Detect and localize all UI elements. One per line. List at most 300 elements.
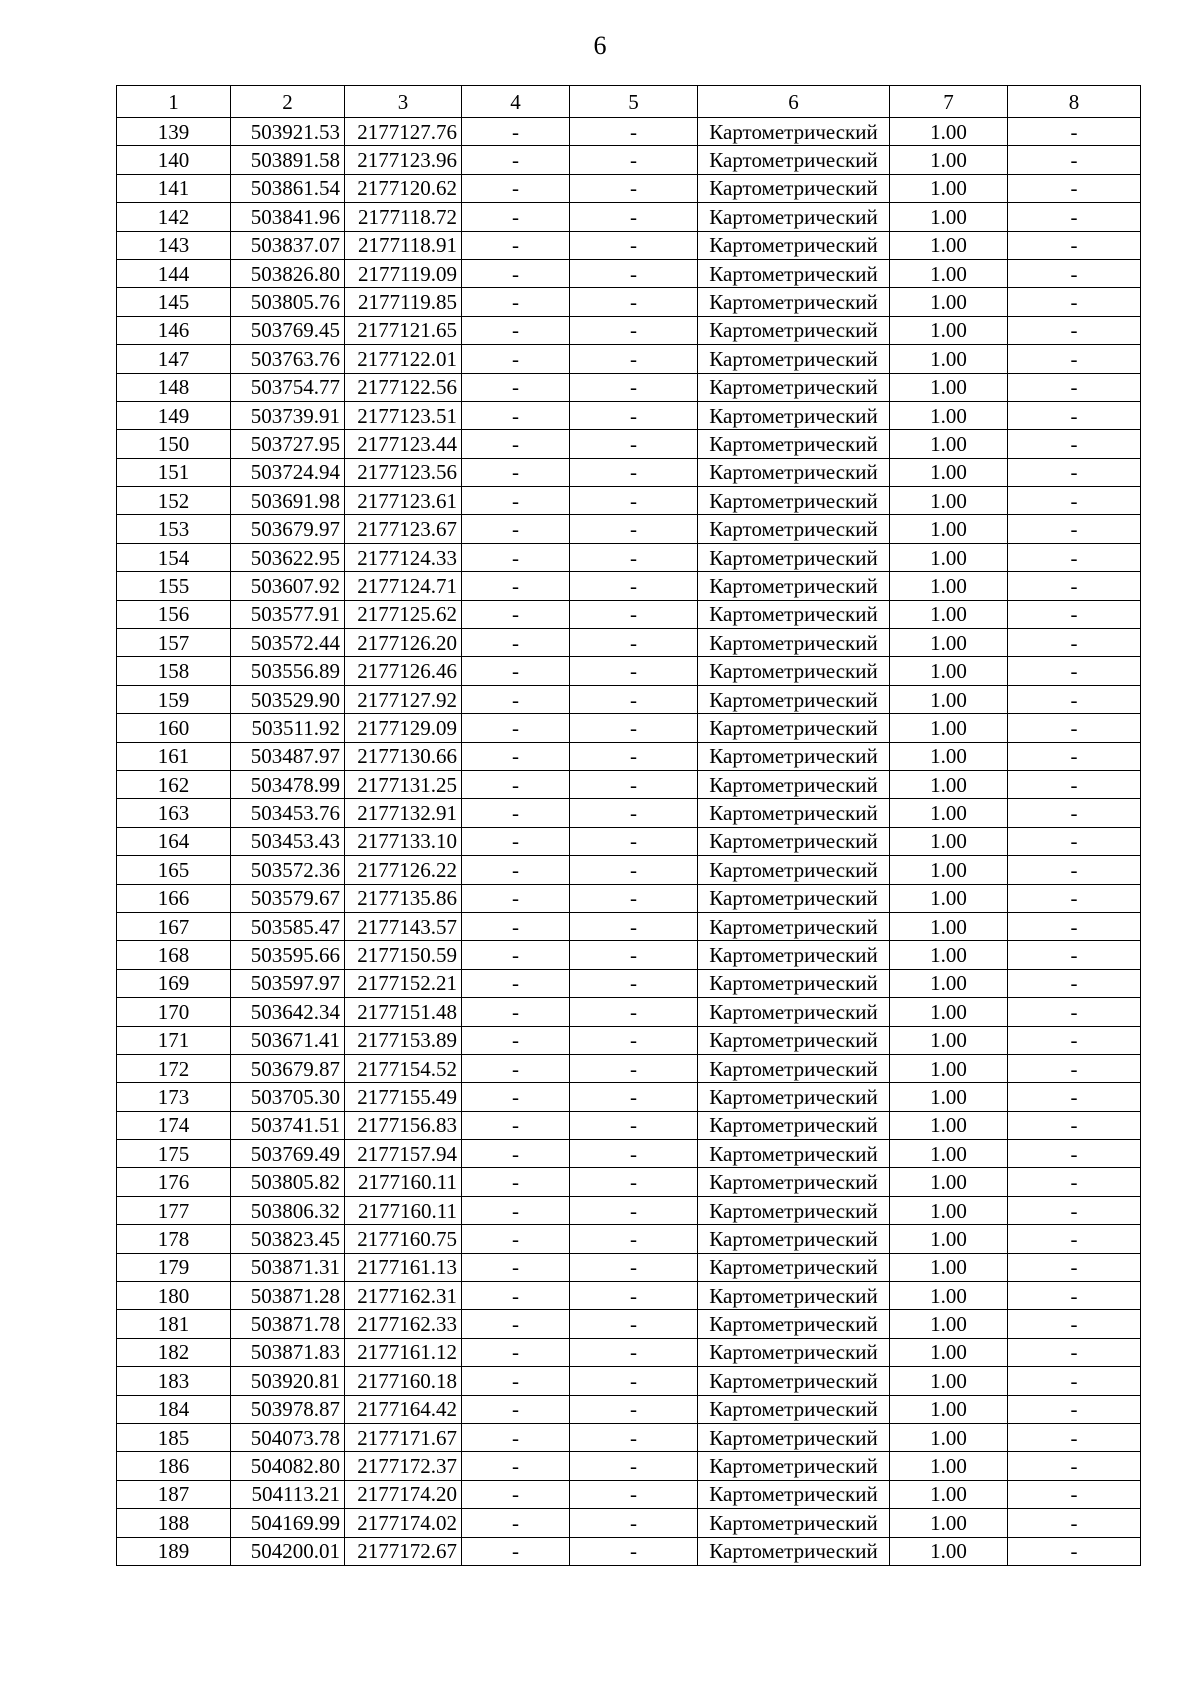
column-5-cell: - xyxy=(570,884,698,912)
accuracy-cell: 1.00 xyxy=(890,1509,1008,1537)
column-5-cell: - xyxy=(570,1395,698,1423)
point-number-cell: 187 xyxy=(117,1480,231,1508)
column-8-cell: - xyxy=(1008,1537,1141,1565)
method-cell: Картометрический xyxy=(698,373,890,401)
column-4-cell: - xyxy=(462,146,570,174)
table-row xyxy=(117,969,1141,997)
x-coordinate-cell: 503597.97 xyxy=(231,969,345,997)
y-coordinate-cell: 2177133.10 xyxy=(345,827,462,855)
point-number-cell: 174 xyxy=(117,1111,231,1139)
column-4-cell: - xyxy=(462,1225,570,1253)
point-number-cell: 169 xyxy=(117,969,231,997)
point-number-cell: 140 xyxy=(117,146,231,174)
point-number-cell: 182 xyxy=(117,1338,231,1366)
column-4-cell: - xyxy=(462,912,570,940)
column-4-cell: - xyxy=(462,827,570,855)
x-coordinate-cell: 503741.51 xyxy=(231,1111,345,1139)
column-5-cell: - xyxy=(570,146,698,174)
method-cell: Картометрический xyxy=(698,1168,890,1196)
y-coordinate-cell: 2177151.48 xyxy=(345,998,462,1026)
column-8-cell: - xyxy=(1008,912,1141,940)
y-coordinate-cell: 2177152.21 xyxy=(345,969,462,997)
accuracy-cell: 1.00 xyxy=(890,146,1008,174)
table-row xyxy=(117,458,1141,486)
header-cell: 6 xyxy=(698,86,890,118)
column-4-cell: - xyxy=(462,685,570,713)
column-8-cell: - xyxy=(1008,203,1141,231)
header-row xyxy=(117,86,1141,118)
x-coordinate-cell: 503871.31 xyxy=(231,1253,345,1281)
table-body xyxy=(117,118,1141,1566)
header-cell: 2 xyxy=(231,86,345,118)
column-5-cell: - xyxy=(570,401,698,429)
y-coordinate-cell: 2177143.57 xyxy=(345,912,462,940)
accuracy-cell: 1.00 xyxy=(890,1140,1008,1168)
column-5-cell: - xyxy=(570,316,698,344)
table-row xyxy=(117,1054,1141,1082)
column-8-cell: - xyxy=(1008,1196,1141,1224)
accuracy-cell: 1.00 xyxy=(890,827,1008,855)
column-4-cell: - xyxy=(462,657,570,685)
column-4-cell: - xyxy=(462,998,570,1026)
y-coordinate-cell: 2177123.61 xyxy=(345,487,462,515)
y-coordinate-cell: 2177160.11 xyxy=(345,1196,462,1224)
x-coordinate-cell: 503487.97 xyxy=(231,742,345,770)
accuracy-cell: 1.00 xyxy=(890,1310,1008,1338)
column-4-cell: - xyxy=(462,1480,570,1508)
method-cell: Картометрический xyxy=(698,345,890,373)
point-number-cell: 139 xyxy=(117,118,231,146)
column-8-cell: - xyxy=(1008,146,1141,174)
accuracy-cell: 1.00 xyxy=(890,543,1008,571)
accuracy-cell: 1.00 xyxy=(890,685,1008,713)
table-row xyxy=(117,1395,1141,1423)
x-coordinate-cell: 503572.36 xyxy=(231,856,345,884)
column-8-cell: - xyxy=(1008,572,1141,600)
y-coordinate-cell: 2177123.96 xyxy=(345,146,462,174)
point-number-cell: 185 xyxy=(117,1423,231,1451)
column-8-cell: - xyxy=(1008,1111,1141,1139)
table-row xyxy=(117,856,1141,884)
table-row xyxy=(117,1026,1141,1054)
column-5-cell: - xyxy=(570,259,698,287)
column-5-cell: - xyxy=(570,487,698,515)
column-5-cell: - xyxy=(570,827,698,855)
accuracy-cell: 1.00 xyxy=(890,259,1008,287)
header-cell: 3 xyxy=(345,86,462,118)
table-row xyxy=(117,1253,1141,1281)
column-8-cell: - xyxy=(1008,941,1141,969)
column-4-cell: - xyxy=(462,742,570,770)
x-coordinate-cell: 503739.91 xyxy=(231,401,345,429)
method-cell: Картометрический xyxy=(698,827,890,855)
y-coordinate-cell: 2177129.09 xyxy=(345,714,462,742)
column-4-cell: - xyxy=(462,1196,570,1224)
y-coordinate-cell: 2177135.86 xyxy=(345,884,462,912)
accuracy-cell: 1.00 xyxy=(890,600,1008,628)
table-row xyxy=(117,345,1141,373)
column-5-cell: - xyxy=(570,912,698,940)
accuracy-cell: 1.00 xyxy=(890,1282,1008,1310)
column-4-cell: - xyxy=(462,1111,570,1139)
y-coordinate-cell: 2177121.65 xyxy=(345,316,462,344)
method-cell: Картометрический xyxy=(698,1054,890,1082)
accuracy-cell: 1.00 xyxy=(890,401,1008,429)
x-coordinate-cell: 503841.96 xyxy=(231,203,345,231)
accuracy-cell: 1.00 xyxy=(890,1423,1008,1451)
table-row xyxy=(117,487,1141,515)
y-coordinate-cell: 2177164.42 xyxy=(345,1395,462,1423)
column-5-cell: - xyxy=(570,1253,698,1281)
method-cell: Картометрический xyxy=(698,1338,890,1366)
y-coordinate-cell: 2177124.33 xyxy=(345,543,462,571)
y-coordinate-cell: 2177119.85 xyxy=(345,288,462,316)
table-row xyxy=(117,799,1141,827)
point-number-cell: 163 xyxy=(117,799,231,827)
coordinates-table xyxy=(116,85,1141,1566)
y-coordinate-cell: 2177174.20 xyxy=(345,1480,462,1508)
column-4-cell: - xyxy=(462,1026,570,1054)
y-coordinate-cell: 2177157.94 xyxy=(345,1140,462,1168)
x-coordinate-cell: 503871.83 xyxy=(231,1338,345,1366)
column-8-cell: - xyxy=(1008,1168,1141,1196)
accuracy-cell: 1.00 xyxy=(890,714,1008,742)
x-coordinate-cell: 503805.76 xyxy=(231,288,345,316)
x-coordinate-cell: 503642.34 xyxy=(231,998,345,1026)
accuracy-cell: 1.00 xyxy=(890,799,1008,827)
column-5-cell: - xyxy=(570,345,698,373)
x-coordinate-cell: 503679.97 xyxy=(231,515,345,543)
column-8-cell: - xyxy=(1008,1480,1141,1508)
y-coordinate-cell: 2177155.49 xyxy=(345,1083,462,1111)
column-4-cell: - xyxy=(462,1253,570,1281)
method-cell: Картометрический xyxy=(698,1026,890,1054)
x-coordinate-cell: 503806.32 xyxy=(231,1196,345,1224)
table-row xyxy=(117,685,1141,713)
table-row xyxy=(117,1310,1141,1338)
column-5-cell: - xyxy=(570,1054,698,1082)
x-coordinate-cell: 503837.07 xyxy=(231,231,345,259)
y-coordinate-cell: 2177123.56 xyxy=(345,458,462,486)
column-8-cell: - xyxy=(1008,401,1141,429)
column-4-cell: - xyxy=(462,1423,570,1451)
x-coordinate-cell: 503705.30 xyxy=(231,1083,345,1111)
column-8-cell: - xyxy=(1008,1083,1141,1111)
y-coordinate-cell: 2177162.31 xyxy=(345,1282,462,1310)
accuracy-cell: 1.00 xyxy=(890,373,1008,401)
method-cell: Картометрический xyxy=(698,1282,890,1310)
x-coordinate-cell: 503529.90 xyxy=(231,685,345,713)
table-row xyxy=(117,259,1141,287)
table-row xyxy=(117,941,1141,969)
point-number-cell: 161 xyxy=(117,742,231,770)
x-coordinate-cell: 503891.58 xyxy=(231,146,345,174)
column-5-cell: - xyxy=(570,231,698,259)
point-number-cell: 168 xyxy=(117,941,231,969)
x-coordinate-cell: 503724.94 xyxy=(231,458,345,486)
accuracy-cell: 1.00 xyxy=(890,1168,1008,1196)
y-coordinate-cell: 2177119.09 xyxy=(345,259,462,287)
table-row xyxy=(117,146,1141,174)
x-coordinate-cell: 503453.43 xyxy=(231,827,345,855)
table-row xyxy=(117,118,1141,146)
column-8-cell: - xyxy=(1008,1338,1141,1366)
y-coordinate-cell: 2177154.52 xyxy=(345,1054,462,1082)
column-4-cell: - xyxy=(462,458,570,486)
point-number-cell: 150 xyxy=(117,430,231,458)
y-coordinate-cell: 2177162.33 xyxy=(345,1310,462,1338)
method-cell: Картометрический xyxy=(698,657,890,685)
y-coordinate-cell: 2177118.91 xyxy=(345,231,462,259)
y-coordinate-cell: 2177171.67 xyxy=(345,1423,462,1451)
column-8-cell: - xyxy=(1008,174,1141,202)
column-4-cell: - xyxy=(462,373,570,401)
method-cell: Картометрический xyxy=(698,799,890,827)
y-coordinate-cell: 2177123.67 xyxy=(345,515,462,543)
column-5-cell: - xyxy=(570,543,698,571)
x-coordinate-cell: 503871.78 xyxy=(231,1310,345,1338)
y-coordinate-cell: 2177160.75 xyxy=(345,1225,462,1253)
method-cell: Картометрический xyxy=(698,600,890,628)
column-8-cell: - xyxy=(1008,969,1141,997)
y-coordinate-cell: 2177123.44 xyxy=(345,430,462,458)
column-8-cell: - xyxy=(1008,231,1141,259)
column-8-cell: - xyxy=(1008,1282,1141,1310)
x-coordinate-cell: 503585.47 xyxy=(231,912,345,940)
point-number-cell: 166 xyxy=(117,884,231,912)
x-coordinate-cell: 503763.76 xyxy=(231,345,345,373)
header-cell: 4 xyxy=(462,86,570,118)
point-number-cell: 159 xyxy=(117,685,231,713)
column-8-cell: - xyxy=(1008,1395,1141,1423)
point-number-cell: 151 xyxy=(117,458,231,486)
method-cell: Картометрический xyxy=(698,1140,890,1168)
accuracy-cell: 1.00 xyxy=(890,345,1008,373)
point-number-cell: 179 xyxy=(117,1253,231,1281)
x-coordinate-cell: 503572.44 xyxy=(231,629,345,657)
column-4-cell: - xyxy=(462,316,570,344)
table-row xyxy=(117,373,1141,401)
table-header xyxy=(117,86,1141,118)
x-coordinate-cell: 503871.28 xyxy=(231,1282,345,1310)
column-5-cell: - xyxy=(570,969,698,997)
column-4-cell: - xyxy=(462,572,570,600)
table-row xyxy=(117,1367,1141,1395)
table-row xyxy=(117,203,1141,231)
column-4-cell: - xyxy=(462,770,570,798)
point-number-cell: 142 xyxy=(117,203,231,231)
column-8-cell: - xyxy=(1008,316,1141,344)
column-8-cell: - xyxy=(1008,884,1141,912)
x-coordinate-cell: 503805.82 xyxy=(231,1168,345,1196)
point-number-cell: 172 xyxy=(117,1054,231,1082)
method-cell: Картометрический xyxy=(698,458,890,486)
table-row xyxy=(117,742,1141,770)
accuracy-cell: 1.00 xyxy=(890,1452,1008,1480)
column-5-cell: - xyxy=(570,1140,698,1168)
table-row xyxy=(117,572,1141,600)
table-row xyxy=(117,1196,1141,1224)
column-8-cell: - xyxy=(1008,1310,1141,1338)
accuracy-cell: 1.00 xyxy=(890,1083,1008,1111)
method-cell: Картометрический xyxy=(698,742,890,770)
column-5-cell: - xyxy=(570,1026,698,1054)
accuracy-cell: 1.00 xyxy=(890,770,1008,798)
column-5-cell: - xyxy=(570,1452,698,1480)
y-coordinate-cell: 2177132.91 xyxy=(345,799,462,827)
column-4-cell: - xyxy=(462,515,570,543)
point-number-cell: 147 xyxy=(117,345,231,373)
column-8-cell: - xyxy=(1008,685,1141,713)
accuracy-cell: 1.00 xyxy=(890,1054,1008,1082)
x-coordinate-cell: 503556.89 xyxy=(231,657,345,685)
method-cell: Картометрический xyxy=(698,146,890,174)
column-5-cell: - xyxy=(570,856,698,884)
method-cell: Картометрический xyxy=(698,1111,890,1139)
header-cell: 1 xyxy=(117,86,231,118)
method-cell: Картометрический xyxy=(698,1253,890,1281)
y-coordinate-cell: 2177150.59 xyxy=(345,941,462,969)
point-number-cell: 176 xyxy=(117,1168,231,1196)
x-coordinate-cell: 503727.95 xyxy=(231,430,345,458)
method-cell: Картометрический xyxy=(698,231,890,259)
x-coordinate-cell: 504200.01 xyxy=(231,1537,345,1565)
point-number-cell: 158 xyxy=(117,657,231,685)
column-8-cell: - xyxy=(1008,1054,1141,1082)
column-5-cell: - xyxy=(570,629,698,657)
column-5-cell: - xyxy=(570,998,698,1026)
column-5-cell: - xyxy=(570,1537,698,1565)
column-5-cell: - xyxy=(570,1480,698,1508)
accuracy-cell: 1.00 xyxy=(890,203,1008,231)
method-cell: Картометрический xyxy=(698,884,890,912)
method-cell: Картометрический xyxy=(698,770,890,798)
point-number-cell: 173 xyxy=(117,1083,231,1111)
y-coordinate-cell: 2177131.25 xyxy=(345,770,462,798)
table-row xyxy=(117,912,1141,940)
y-coordinate-cell: 2177130.66 xyxy=(345,742,462,770)
table-row xyxy=(117,401,1141,429)
table-row xyxy=(117,1140,1141,1168)
column-8-cell: - xyxy=(1008,288,1141,316)
accuracy-cell: 1.00 xyxy=(890,316,1008,344)
column-4-cell: - xyxy=(462,941,570,969)
point-number-cell: 155 xyxy=(117,572,231,600)
method-cell: Картометрический xyxy=(698,856,890,884)
column-4-cell: - xyxy=(462,884,570,912)
table-row xyxy=(117,430,1141,458)
point-number-cell: 148 xyxy=(117,373,231,401)
column-5-cell: - xyxy=(570,799,698,827)
table-row xyxy=(117,827,1141,855)
method-cell: Картометрический xyxy=(698,203,890,231)
column-5-cell: - xyxy=(570,600,698,628)
method-cell: Картометрический xyxy=(698,1452,890,1480)
x-coordinate-cell: 503861.54 xyxy=(231,174,345,202)
table-row xyxy=(117,1168,1141,1196)
method-cell: Картометрический xyxy=(698,685,890,713)
x-coordinate-cell: 504082.80 xyxy=(231,1452,345,1480)
method-cell: Картометрический xyxy=(698,714,890,742)
column-4-cell: - xyxy=(462,118,570,146)
method-cell: Картометрический xyxy=(698,1509,890,1537)
accuracy-cell: 1.00 xyxy=(890,1111,1008,1139)
point-number-cell: 177 xyxy=(117,1196,231,1224)
method-cell: Картометрический xyxy=(698,1395,890,1423)
method-cell: Картометрический xyxy=(698,629,890,657)
y-coordinate-cell: 2177161.12 xyxy=(345,1338,462,1366)
column-8-cell: - xyxy=(1008,1140,1141,1168)
table-row xyxy=(117,174,1141,202)
y-coordinate-cell: 2177161.13 xyxy=(345,1253,462,1281)
method-cell: Картометрический xyxy=(698,259,890,287)
x-coordinate-cell: 503754.77 xyxy=(231,373,345,401)
column-5-cell: - xyxy=(570,941,698,969)
method-cell: Картометрический xyxy=(698,515,890,543)
method-cell: Картометрический xyxy=(698,401,890,429)
column-5-cell: - xyxy=(570,1423,698,1451)
column-8-cell: - xyxy=(1008,1367,1141,1395)
point-number-cell: 171 xyxy=(117,1026,231,1054)
column-8-cell: - xyxy=(1008,543,1141,571)
column-4-cell: - xyxy=(462,1310,570,1338)
accuracy-cell: 1.00 xyxy=(890,515,1008,543)
x-coordinate-cell: 503769.49 xyxy=(231,1140,345,1168)
y-coordinate-cell: 2177153.89 xyxy=(345,1026,462,1054)
accuracy-cell: 1.00 xyxy=(890,1480,1008,1508)
method-cell: Картометрический xyxy=(698,572,890,600)
table-row xyxy=(117,1480,1141,1508)
column-8-cell: - xyxy=(1008,770,1141,798)
point-number-cell: 188 xyxy=(117,1509,231,1537)
point-number-cell: 186 xyxy=(117,1452,231,1480)
point-number-cell: 144 xyxy=(117,259,231,287)
method-cell: Картометрический xyxy=(698,1196,890,1224)
point-number-cell: 145 xyxy=(117,288,231,316)
x-coordinate-cell: 503511.92 xyxy=(231,714,345,742)
accuracy-cell: 1.00 xyxy=(890,1253,1008,1281)
column-8-cell: - xyxy=(1008,799,1141,827)
column-5-cell: - xyxy=(570,203,698,231)
column-5-cell: - xyxy=(570,174,698,202)
point-number-cell: 154 xyxy=(117,543,231,571)
column-4-cell: - xyxy=(462,401,570,429)
table-row xyxy=(117,1083,1141,1111)
column-5-cell: - xyxy=(570,1367,698,1395)
accuracy-cell: 1.00 xyxy=(890,1196,1008,1224)
column-8-cell: - xyxy=(1008,458,1141,486)
y-coordinate-cell: 2177160.18 xyxy=(345,1367,462,1395)
accuracy-cell: 1.00 xyxy=(890,572,1008,600)
x-coordinate-cell: 503453.76 xyxy=(231,799,345,827)
column-8-cell: - xyxy=(1008,118,1141,146)
point-number-cell: 152 xyxy=(117,487,231,515)
column-5-cell: - xyxy=(570,430,698,458)
x-coordinate-cell: 503691.98 xyxy=(231,487,345,515)
page-number: 6 xyxy=(593,31,607,60)
y-coordinate-cell: 2177125.62 xyxy=(345,600,462,628)
accuracy-cell: 1.00 xyxy=(890,1537,1008,1565)
column-5-cell: - xyxy=(570,714,698,742)
accuracy-cell: 1.00 xyxy=(890,998,1008,1026)
column-4-cell: - xyxy=(462,1395,570,1423)
method-cell: Картометрический xyxy=(698,1083,890,1111)
column-4-cell: - xyxy=(462,1537,570,1565)
method-cell: Картометрический xyxy=(698,912,890,940)
y-coordinate-cell: 2177118.72 xyxy=(345,203,462,231)
column-5-cell: - xyxy=(570,1310,698,1338)
x-coordinate-cell: 503823.45 xyxy=(231,1225,345,1253)
